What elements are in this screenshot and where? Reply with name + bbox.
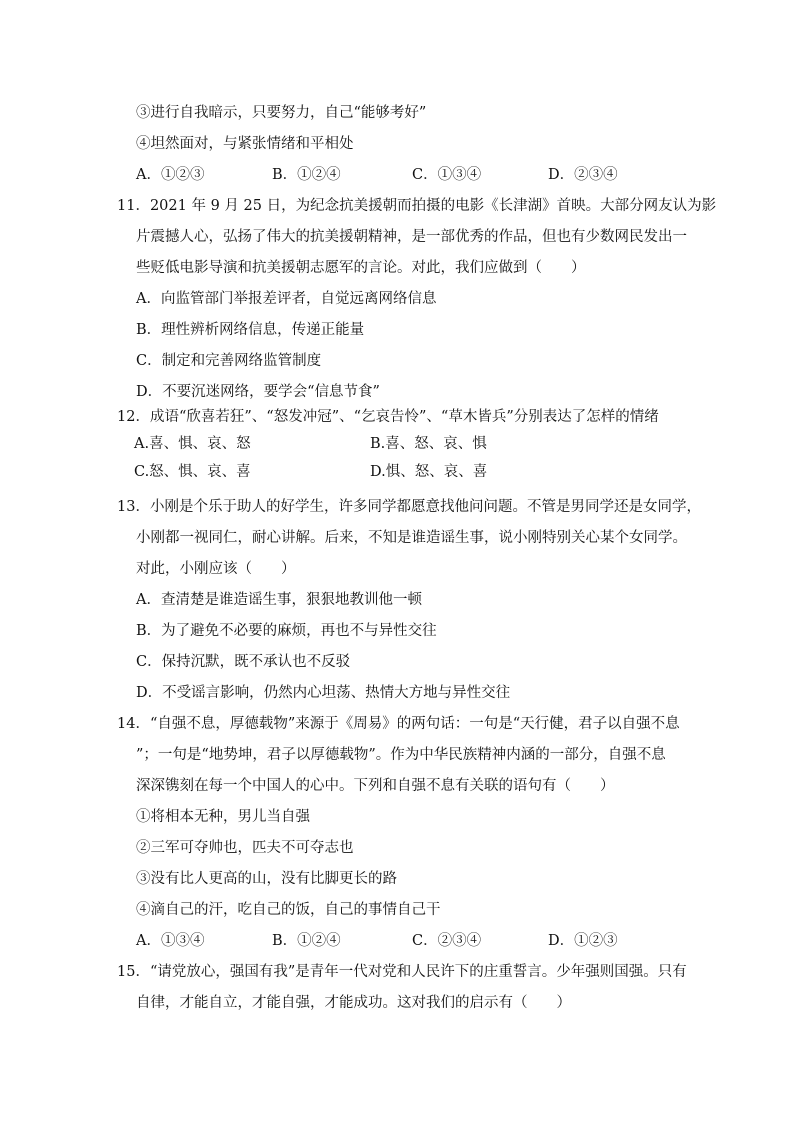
q12-option-b[interactable]: B.喜、怒、哀、惧 — [370, 436, 487, 452]
q15-stem-line-2: 自律，才能自立，才能自强，才能成功。这对我们的启示有（ ） — [136, 995, 571, 1011]
q14-option-b[interactable]: B．①②④ — [272, 933, 341, 949]
q11-stem-line-1: 11．2021 年 9 月 25 日，为纪念抗美援朝而拍摄的电影《长津湖》首映。大部分网友认为影 — [117, 198, 717, 214]
q13-stem-line-1: 13．小刚是个乐于助人的好学生，许多同学都愿意找他问问题。不管是男同学还是女同学， — [117, 499, 701, 515]
q14-statement-1: ①将相本无种，男儿当自强 — [136, 809, 310, 825]
q10-option-a[interactable]: A．①②③ — [136, 167, 205, 183]
q10-statement-4: ④坦然面对，与紧张情绪和平相处 — [136, 136, 354, 152]
q10-statement-3: ③进行自我暗示，只要努力，自己“能够考好” — [136, 105, 427, 121]
q14-option-d[interactable]: D．①②③ — [548, 933, 618, 949]
q12-option-c[interactable]: C.怒、惧、哀、喜 — [134, 464, 251, 480]
q13-stem-line-3: 对此，小刚应该（ ） — [136, 561, 296, 577]
q12-stem-line-1: 12．成语“欣喜若狂”、“怒发冲冠”、“乞哀告怜”、“草木皆兵”分别表达了怎样的情绪 — [117, 409, 659, 425]
q11-option-c[interactable]: C．制定和完善网络监管制度 — [136, 353, 322, 369]
q10-option-d[interactable]: D．②③④ — [548, 167, 618, 183]
q13-option-b[interactable]: B．为了避免不必要的麻烦，再也不与异性交往 — [136, 623, 437, 639]
q14-option-c[interactable]: C．②③④ — [412, 933, 482, 949]
q11-stem-line-2: 片震撼人心，弘扬了伟大的抗美援朝精神，是一部优秀的作品，但也有少数网民发出一 — [136, 229, 687, 245]
q10-option-b[interactable]: B．①②④ — [272, 167, 341, 183]
q11-stem-line-3: 些贬低电影导演和抗美援朝志愿军的言论。对此，我们应做到（ ） — [136, 260, 586, 276]
q14-statement-2: ②三军可夺帅也，匹夫不可夺志也 — [136, 840, 354, 856]
q13-stem-line-2: 小刚都一视同仁，耐心讲解。后来，不知是谁造谣生事，说小刚特别关心某个女同学。 — [136, 530, 687, 546]
q14-stem-line-2: ”；一句是“地势坤，君子以厚德载物”。作为中华民族精神内涵的一部分，自强不息 — [136, 747, 666, 763]
q13-option-d[interactable]: D．不受谣言影响，仍然内心坦荡、热情大方地与异性交往 — [136, 685, 511, 701]
q14-statement-3: ③没有比人更高的山，没有比脚更长的路 — [136, 871, 397, 887]
q14-option-a[interactable]: A．①③④ — [136, 933, 205, 949]
q14-stem-line-3: 深深镌刻在每一个中国人的心中。下列和自强不息有关联的语句有（ ） — [136, 778, 615, 794]
q11-option-d[interactable]: D．不要沉迷网络，要学会“信息节食” — [136, 384, 380, 400]
q13-option-a[interactable]: A．查清楚是谁造谣生事，狠狠地教训他一顿 — [136, 592, 422, 608]
q14-statement-4: ④滴自己的汗，吃自己的饭，自己的事情自己干 — [136, 902, 441, 918]
q15-stem-line-1: 15．“请党放心，强国有我”是青年一代对党和人民许下的庄重誓言。少年强则国强。只有 — [117, 964, 687, 980]
q12-option-a[interactable]: A.喜、惧、哀、怒 — [134, 436, 251, 452]
q12-option-d[interactable]: D.惧、怒、哀、喜 — [370, 464, 488, 480]
q11-option-b[interactable]: B．理性辨析网络信息，传递正能量 — [136, 322, 365, 338]
q11-option-a[interactable]: A．向监管部门举报差评者，自觉远离网络信息 — [136, 291, 437, 307]
q10-option-c[interactable]: C．①③④ — [412, 167, 482, 183]
q14-stem-line-1: 14．“自强不息，厚德载物”来源于《周易》的两句话：一句是“天行健，君子以自强不息 — [117, 716, 680, 732]
q13-option-c[interactable]: C．保持沉默，既不承认也不反驳 — [136, 654, 351, 670]
